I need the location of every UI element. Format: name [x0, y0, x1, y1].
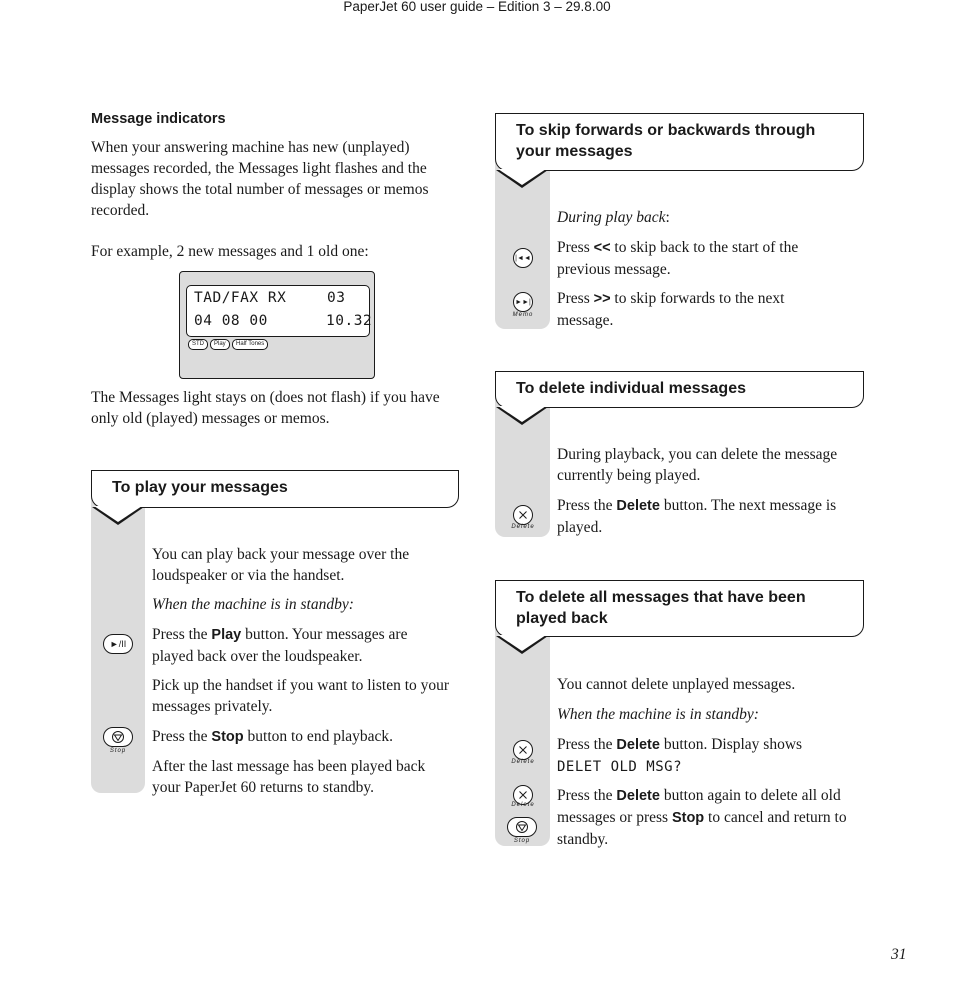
text-run: button. The next message is played.	[557, 497, 837, 536]
text-run: Press the	[557, 787, 617, 804]
delete-one-paragraph-1: During playback, you can delete the message currently being played.	[557, 446, 838, 484]
lcd-row2-right: 10.32	[326, 313, 373, 329]
delete-keyword: Delete	[616, 498, 660, 514]
delete-icon-label: Delete	[511, 524, 535, 530]
text-run: to skip back to the start of the previous message.	[557, 239, 799, 278]
lcd-row2-left: 04 08 00	[194, 313, 268, 329]
delete-all-section-title: To delete all messages that have been played back	[516, 589, 806, 627]
skip-heading-pointer-fill	[498, 169, 546, 185]
delete-all-paragraph-standby: When the machine is in standby:	[557, 706, 759, 723]
page-number: 31	[891, 946, 907, 963]
lcd-half-tones-button: Half Tones	[232, 339, 268, 350]
delete-icon	[513, 505, 533, 525]
skip-back-keyword: <<	[593, 240, 611, 256]
text-run: button to end playback.	[243, 728, 394, 745]
delete-all-heading-box	[495, 580, 864, 637]
text-run: Press the	[152, 728, 212, 745]
text-run: Press	[557, 239, 594, 256]
lcd-row1-left: TAD/FAX RX	[194, 290, 287, 306]
play-section-heading-box	[91, 470, 459, 508]
delete-one-heading-pointer-fill	[498, 406, 546, 422]
stop-keyword: Stop	[671, 810, 705, 826]
play-paragraph-1: You can play back your message over the loudspeaker or via the handset.	[152, 546, 410, 584]
lcd-row1-right: 03	[327, 290, 346, 306]
skip-paragraph-forward	[557, 288, 837, 331]
play-pause-icon: ►/II	[103, 634, 133, 654]
delete-one-heading-box	[495, 371, 864, 408]
delete-all-heading-pointer-fill	[498, 635, 546, 651]
play-paragraph-standby: When the machine is in standby:	[152, 596, 354, 613]
skip-paragraph-during-playback	[557, 207, 862, 228]
delete-one-section-title: To delete individual messages	[516, 380, 746, 397]
running-header: PaperJet 60 user guide – Edition 3 – 29.8.00	[343, 0, 611, 14]
delete-icon	[513, 740, 533, 760]
lcd-screen	[186, 285, 373, 337]
delete-icon-label: Delete	[511, 802, 535, 808]
delete-keyword: Delete	[616, 788, 660, 804]
text-run: button. Display shows	[659, 736, 803, 753]
skip-forward-keyword: >>	[593, 291, 611, 307]
text-run: Press the	[557, 736, 617, 753]
text-run: button. Your messages are played back over the loudspeaker.	[152, 626, 408, 665]
delete-keyword: Delete	[616, 737, 660, 753]
text-run: Press	[557, 290, 594, 307]
delete-one-paragraph-2	[557, 495, 857, 538]
play-section-title: To play your messages	[112, 479, 288, 496]
skip-back-icon: |◄◄	[513, 248, 533, 268]
memo-icon-label: Memo	[512, 312, 534, 318]
indicators-paragraph-3: The Messages light stays on (does not flash) if you have only old (played) messages or memos.	[91, 389, 440, 427]
stop-icon	[103, 727, 133, 747]
play-heading-pointer-fill	[94, 506, 142, 522]
indicators-paragraph-2: For example, 2 new messages and 1 old one:	[91, 243, 369, 260]
delete-all-paragraph-press-delete	[557, 734, 862, 778]
play-paragraph-after: After the last message has been played back your PaperJet 60 returns to standby.	[152, 758, 426, 796]
lcd-std-button: STD	[188, 339, 208, 350]
delete-all-paragraph-confirm	[557, 785, 857, 850]
play-paragraph-press-play	[152, 624, 452, 667]
text-run: to skip forwards to the next message.	[557, 290, 785, 329]
message-indicators-heading: Message indicators	[91, 111, 226, 127]
text-run: :	[665, 209, 670, 226]
skip-section-title: To skip forwards or backwards through your messages	[516, 122, 816, 160]
stop-icon-label: Stop	[513, 838, 531, 844]
text-run: button again to delete all old messages or press	[557, 787, 841, 826]
text-run: Press the	[152, 626, 212, 643]
indicators-paragraph-1: When your answering machine has new (unplayed) messages recorded, the Messages light flashes and the display shows the total number of messages or memos recorded.	[91, 139, 429, 219]
text-run: During play back	[557, 209, 666, 226]
display-message: DELET OLD MSG?	[557, 759, 683, 775]
skip-paragraph-back	[557, 237, 852, 280]
text-run: to cancel and return to standby.	[557, 809, 847, 848]
delete-all-paragraph-1: You cannot delete unplayed messages.	[557, 676, 796, 693]
skip-forward-icon: ►►|	[513, 292, 533, 312]
lcd-display-panel	[179, 271, 375, 379]
text-run: Press the	[557, 497, 617, 514]
stop-icon-label: Stop	[109, 748, 127, 754]
skip-section-heading-box	[495, 113, 864, 171]
play-keyword: Play	[211, 627, 242, 643]
stop-icon	[507, 817, 537, 837]
delete-icon-label: Delete	[511, 759, 535, 765]
stop-keyword: Stop	[211, 729, 244, 745]
play-paragraph-handset: Pick up the handset if you want to listen to your messages privately.	[152, 677, 450, 715]
play-paragraph-press-stop	[152, 726, 452, 748]
lcd-play-button: Play	[210, 339, 230, 350]
